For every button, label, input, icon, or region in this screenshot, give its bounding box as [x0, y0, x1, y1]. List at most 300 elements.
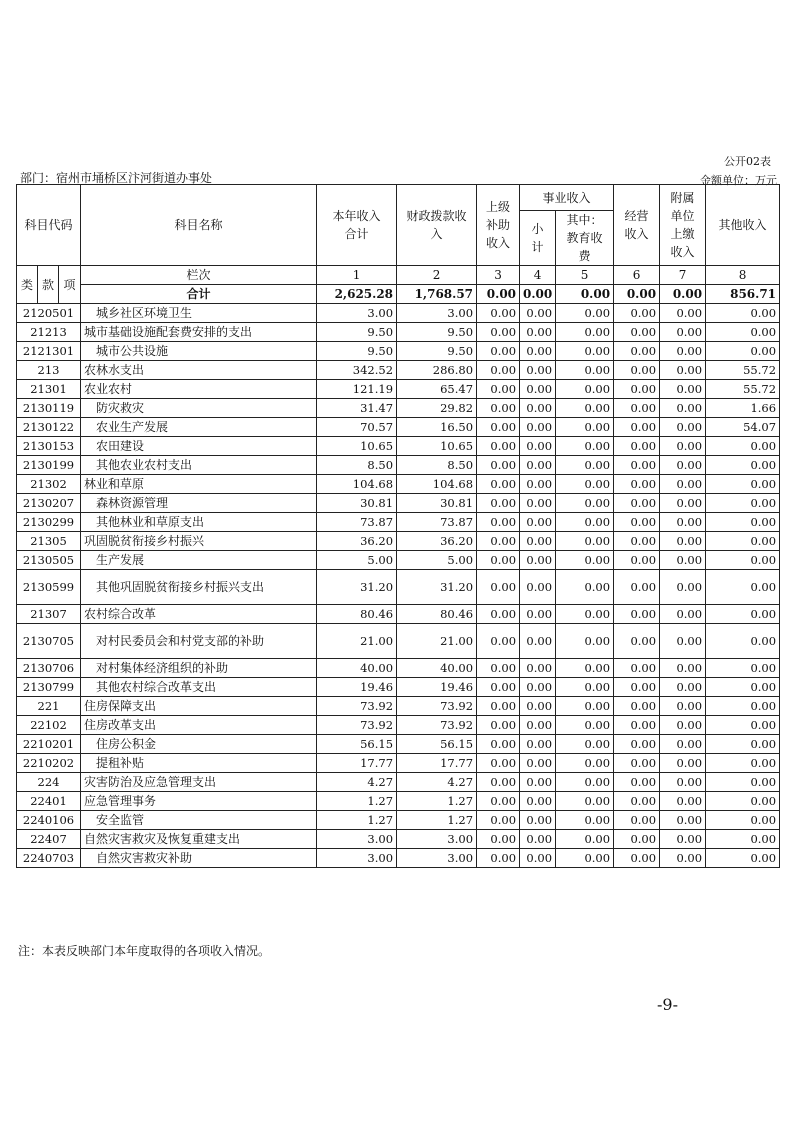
table-row [17, 532, 780, 551]
amount-cell: 17.77 [397, 754, 477, 773]
amount-cell: 0.00 [660, 418, 706, 437]
subject-code-cell: 22407 [17, 830, 81, 849]
amount-cell: 0.00 [520, 624, 556, 659]
amount-cell: 40.00 [317, 659, 397, 678]
amount-cell: 0.00 [556, 697, 614, 716]
amount-cell: 0.00 [660, 735, 706, 754]
subject-name-text: 安全监管 [96, 813, 145, 827]
amount-cell: 0.00 [556, 437, 614, 456]
subject-name-cell [81, 456, 317, 475]
subject-name-cell [81, 773, 317, 792]
subject-name-cell [81, 735, 317, 754]
subject-code-cell: 221 [17, 697, 81, 716]
amount-cell: 0.00 [477, 323, 520, 342]
amount-cell: 9.50 [397, 342, 477, 361]
amount-cell: 0.00 [556, 716, 614, 735]
subject-name-cell [81, 323, 317, 342]
table-row [17, 792, 780, 811]
subject-name-text: 农业农村 [84, 382, 133, 396]
header-business-income: 事业收入 [520, 185, 614, 211]
subject-code-cell: 21302 [17, 475, 81, 494]
amount-cell: 0.00 [520, 773, 556, 792]
subject-code-cell: 22401 [17, 792, 81, 811]
amount-cell: 0.00 [520, 494, 556, 513]
subject-name-cell [81, 551, 317, 570]
amount-cell: 0.00 [706, 792, 780, 811]
amount-cell: 0.00 [660, 830, 706, 849]
table-row [17, 678, 780, 697]
amount-cell: 3.00 [397, 830, 477, 849]
amount-cell: 0.00 [520, 830, 556, 849]
amount-cell: 0.00 [556, 304, 614, 323]
amount-cell: 0.00 [520, 513, 556, 532]
subject-name-text: 自然灾害救灾及恢复重建支出 [84, 832, 241, 846]
total-cell: 0.00 [520, 285, 556, 304]
subject-name-text: 城乡社区环境卫生 [96, 306, 193, 320]
amount-cell: 0.00 [614, 773, 660, 792]
amount-cell: 0.00 [660, 624, 706, 659]
amount-cell: 10.65 [397, 437, 477, 456]
amount-cell: 0.00 [706, 735, 780, 754]
subject-name-text: 其他农村综合改革支出 [96, 680, 217, 694]
amount-cell: 0.00 [520, 532, 556, 551]
amount-cell: 0.00 [614, 830, 660, 849]
amount-cell: 3.00 [317, 849, 397, 868]
amount-cell: 0.00 [660, 754, 706, 773]
subject-code-cell: 2120501 [17, 304, 81, 323]
amount-cell: 0.00 [614, 659, 660, 678]
amount-cell: 0.00 [706, 678, 780, 697]
amount-cell: 8.50 [397, 456, 477, 475]
amount-cell: 0.00 [660, 605, 706, 624]
table-row [17, 605, 780, 624]
subject-name-text: 林业和草原 [84, 477, 145, 491]
amount-cell: 8.50 [317, 456, 397, 475]
subject-name-cell [81, 361, 317, 380]
amount-cell: 0.00 [706, 773, 780, 792]
subject-name-text: 其他农业农村支出 [96, 458, 193, 472]
amount-cell: 0.00 [520, 551, 556, 570]
amount-cell: 0.00 [706, 342, 780, 361]
amount-cell: 0.00 [477, 830, 520, 849]
subject-name-cell [81, 716, 317, 735]
amount-cell: 70.57 [317, 418, 397, 437]
amount-cell: 5.00 [317, 551, 397, 570]
subject-name-cell [81, 475, 317, 494]
amount-cell: 0.00 [614, 418, 660, 437]
total-cell: 0.00 [660, 285, 706, 304]
amount-cell: 0.00 [520, 342, 556, 361]
amount-cell: 0.00 [660, 437, 706, 456]
amount-cell: 0.00 [520, 849, 556, 868]
amount-cell: 0.00 [477, 475, 520, 494]
amount-cell: 0.00 [706, 849, 780, 868]
page-number: -9- [657, 995, 678, 1014]
table-row [17, 513, 780, 532]
form-code: 公开02表 [724, 155, 771, 168]
amount-cell: 0.00 [614, 624, 660, 659]
amount-cell: 0.00 [614, 456, 660, 475]
total-label: 合计 [81, 285, 317, 304]
amount-cell: 0.00 [614, 494, 660, 513]
amount-cell: 0.00 [477, 399, 520, 418]
amount-cell: 55.72 [706, 361, 780, 380]
total-cell: 0.00 [614, 285, 660, 304]
amount-cell: 0.00 [660, 323, 706, 342]
subject-name-text: 巩固脱贫衔接乡村振兴 [84, 534, 205, 548]
subject-code-cell: 2210202 [17, 754, 81, 773]
amount-cell: 0.00 [660, 456, 706, 475]
amount-cell: 0.00 [556, 551, 614, 570]
amount-cell: 0.00 [614, 475, 660, 494]
amount-cell: 4.27 [317, 773, 397, 792]
table-row [17, 418, 780, 437]
amount-cell: 0.00 [477, 754, 520, 773]
table-row [17, 849, 780, 868]
amount-cell: 0.00 [520, 323, 556, 342]
subject-code-cell: 21307 [17, 605, 81, 624]
subject-name-cell [81, 513, 317, 532]
amount-cell: 0.00 [477, 678, 520, 697]
amount-cell: 0.00 [520, 811, 556, 830]
amount-cell: 0.00 [556, 605, 614, 624]
amount-cell: 1.27 [397, 792, 477, 811]
amount-cell: 0.00 [660, 811, 706, 830]
amount-cell: 0.00 [706, 624, 780, 659]
amount-cell: 0.00 [477, 551, 520, 570]
amount-cell: 0.00 [660, 773, 706, 792]
subject-code-cell: 21213 [17, 323, 81, 342]
subject-name-cell [81, 792, 317, 811]
amount-cell: 9.50 [397, 323, 477, 342]
subject-name-cell [81, 437, 317, 456]
subject-name-text: 应急管理事务 [84, 794, 157, 808]
department-label: 部门：宿州市埇桥区汴河街道办事处 [20, 171, 213, 185]
amount-cell: 0.00 [614, 323, 660, 342]
amount-cell: 3.00 [317, 830, 397, 849]
amount-cell: 0.00 [477, 304, 520, 323]
amount-cell: 16.50 [397, 418, 477, 437]
subject-code-cell: 213 [17, 361, 81, 380]
amount-cell: 0.00 [477, 605, 520, 624]
amount-cell: 5.00 [397, 551, 477, 570]
amount-cell: 0.00 [660, 849, 706, 868]
amount-cell: 0.00 [614, 849, 660, 868]
amount-cell: 0.00 [556, 494, 614, 513]
amount-cell: 0.00 [614, 513, 660, 532]
amount-cell: 0.00 [520, 475, 556, 494]
amount-cell: 0.00 [706, 830, 780, 849]
table-row [17, 735, 780, 754]
amount-cell: 0.00 [520, 605, 556, 624]
subject-name-text: 住房公积金 [96, 737, 157, 751]
col-number: 2 [397, 266, 477, 285]
subject-name-text: 农业生产发展 [96, 420, 169, 434]
subject-code-cell: 2210201 [17, 735, 81, 754]
amount-cell: 286.80 [397, 361, 477, 380]
col-number: 4 [520, 266, 556, 285]
col-number: 5 [556, 266, 614, 285]
amount-cell: 0.00 [520, 437, 556, 456]
amount-cell: 3.00 [317, 304, 397, 323]
amount-cell: 0.00 [520, 735, 556, 754]
amount-cell: 0.00 [614, 678, 660, 697]
amount-cell: 0.00 [556, 624, 614, 659]
amount-cell: 0.00 [477, 773, 520, 792]
amount-cell: 0.00 [477, 494, 520, 513]
header-lei: 类 [17, 266, 38, 304]
header-subject-name: 科目名称 [81, 185, 317, 266]
table-row [17, 456, 780, 475]
amount-cell: 21.00 [317, 624, 397, 659]
amount-cell: 0.00 [556, 570, 614, 605]
subject-name-cell [81, 624, 317, 659]
amount-cell: 0.00 [660, 659, 706, 678]
header-education-fee: 其中：教育收费 [556, 211, 614, 266]
amount-cell: 0.00 [660, 513, 706, 532]
income-table [16, 184, 780, 868]
amount-cell: 1.27 [397, 811, 477, 830]
table-row [17, 437, 780, 456]
amount-cell: 21.00 [397, 624, 477, 659]
subject-code-cell: 2130706 [17, 659, 81, 678]
amount-cell: 80.46 [397, 605, 477, 624]
unit-label: 金额单位：万元 [700, 174, 777, 187]
amount-cell: 30.81 [397, 494, 477, 513]
subject-name-text: 农村综合改革 [84, 607, 157, 621]
amount-cell: 0.00 [477, 735, 520, 754]
amount-cell: 0.00 [556, 342, 614, 361]
amount-cell: 0.00 [556, 532, 614, 551]
amount-cell: 0.00 [477, 437, 520, 456]
amount-cell: 0.00 [706, 456, 780, 475]
subject-code-cell: 2130122 [17, 418, 81, 437]
amount-cell: 0.00 [706, 811, 780, 830]
amount-cell: 0.00 [556, 323, 614, 342]
table-row [17, 323, 780, 342]
amount-cell: 0.00 [556, 399, 614, 418]
amount-cell: 0.00 [614, 716, 660, 735]
header-xiang: 项 [59, 266, 81, 304]
amount-cell: 0.00 [706, 754, 780, 773]
amount-cell: 17.77 [317, 754, 397, 773]
amount-cell: 0.00 [660, 380, 706, 399]
amount-cell: 0.00 [556, 659, 614, 678]
table-row [17, 399, 780, 418]
table-row [17, 773, 780, 792]
amount-cell: 0.00 [477, 418, 520, 437]
amount-cell: 0.00 [556, 811, 614, 830]
subject-code-cell: 22102 [17, 716, 81, 735]
subject-name-cell [81, 494, 317, 513]
amount-cell: 73.92 [317, 697, 397, 716]
subject-name-cell [81, 570, 317, 605]
amount-cell: 0.00 [556, 513, 614, 532]
amount-cell: 0.00 [520, 418, 556, 437]
amount-cell: 0.00 [556, 735, 614, 754]
amount-cell: 0.00 [556, 678, 614, 697]
amount-cell: 0.00 [614, 361, 660, 380]
amount-cell: 54.07 [706, 418, 780, 437]
amount-cell: 0.00 [520, 792, 556, 811]
amount-cell: 56.15 [397, 735, 477, 754]
amount-cell: 31.20 [397, 570, 477, 605]
amount-cell: 31.47 [317, 399, 397, 418]
subject-name-cell [81, 605, 317, 624]
total-cell: 0.00 [556, 285, 614, 304]
amount-cell: 0.00 [660, 399, 706, 418]
subject-name-cell [81, 849, 317, 868]
amount-cell: 0.00 [660, 494, 706, 513]
amount-cell: 0.00 [477, 849, 520, 868]
amount-cell: 0.00 [660, 361, 706, 380]
table-row [17, 754, 780, 773]
amount-cell: 0.00 [660, 475, 706, 494]
subject-code-cell: 2130153 [17, 437, 81, 456]
amount-cell: 0.00 [660, 304, 706, 323]
amount-cell: 0.00 [706, 475, 780, 494]
amount-cell: 56.15 [317, 735, 397, 754]
subject-name-cell [81, 342, 317, 361]
amount-cell: 0.00 [660, 342, 706, 361]
amount-cell: 0.00 [520, 456, 556, 475]
amount-cell: 0.00 [614, 811, 660, 830]
amount-cell: 0.00 [556, 792, 614, 811]
amount-cell: 0.00 [706, 437, 780, 456]
subject-name-text: 农林水支出 [84, 363, 145, 377]
amount-cell: 0.00 [706, 304, 780, 323]
subject-name-text: 自然灾害救灾补助 [96, 851, 193, 865]
amount-cell: 0.00 [520, 697, 556, 716]
amount-cell: 19.46 [317, 678, 397, 697]
amount-cell: 9.50 [317, 323, 397, 342]
amount-cell: 0.00 [660, 678, 706, 697]
amount-cell: 1.27 [317, 792, 397, 811]
amount-cell: 0.00 [477, 716, 520, 735]
amount-cell: 29.82 [397, 399, 477, 418]
amount-cell: 0.00 [706, 513, 780, 532]
table-row [17, 551, 780, 570]
amount-cell: 0.00 [556, 456, 614, 475]
subject-name-text: 城市基础设施配套费安排的支出 [84, 325, 253, 339]
amount-cell: 0.00 [556, 475, 614, 494]
amount-cell: 0.00 [520, 754, 556, 773]
amount-cell: 0.00 [614, 399, 660, 418]
subject-name-text: 对村集体经济组织的补助 [96, 661, 229, 675]
amount-cell: 0.00 [706, 323, 780, 342]
amount-cell: 73.92 [397, 716, 477, 735]
amount-cell: 0.00 [660, 570, 706, 605]
amount-cell: 19.46 [397, 678, 477, 697]
amount-cell: 55.72 [706, 380, 780, 399]
amount-cell: 0.00 [556, 754, 614, 773]
amount-cell: 65.47 [397, 380, 477, 399]
subject-name-text: 住房保障支出 [84, 699, 157, 713]
table-row [17, 475, 780, 494]
subject-name-cell [81, 399, 317, 418]
amount-cell: 0.00 [477, 792, 520, 811]
amount-cell: 0.00 [520, 399, 556, 418]
subject-code-cell: 2121301 [17, 342, 81, 361]
amount-cell: 73.87 [317, 513, 397, 532]
amount-cell: 36.20 [397, 532, 477, 551]
total-cell: 0.00 [477, 285, 520, 304]
amount-cell: 342.52 [317, 361, 397, 380]
amount-cell: 104.68 [397, 475, 477, 494]
amount-cell: 0.00 [660, 697, 706, 716]
subject-name-text: 防灾救灾 [96, 401, 145, 415]
amount-cell: 0.00 [520, 570, 556, 605]
header-subtotal: 小计 [520, 211, 556, 266]
amount-cell: 0.00 [556, 830, 614, 849]
col-number: 6 [614, 266, 660, 285]
amount-cell: 0.00 [556, 418, 614, 437]
subject-name-cell [81, 380, 317, 399]
table-row [17, 697, 780, 716]
header-operating: 经营收入 [614, 185, 660, 266]
subject-name-text: 住房改革支出 [84, 718, 157, 732]
amount-cell: 0.00 [614, 735, 660, 754]
subject-code-cell: 2130505 [17, 551, 81, 570]
header-lanci: 栏次 [81, 266, 317, 285]
amount-cell: 104.68 [317, 475, 397, 494]
amount-cell: 36.20 [317, 532, 397, 551]
subject-name-cell [81, 659, 317, 678]
amount-cell: 73.92 [397, 697, 477, 716]
header-subject-code: 科目代码 [17, 185, 81, 266]
amount-cell: 0.00 [477, 570, 520, 605]
table-row [17, 570, 780, 605]
amount-cell: 0.00 [556, 361, 614, 380]
table-row [17, 304, 780, 323]
amount-cell: 0.00 [556, 773, 614, 792]
table-row [17, 380, 780, 399]
amount-cell: 0.00 [614, 754, 660, 773]
amount-cell: 0.00 [477, 342, 520, 361]
amount-cell: 0.00 [706, 551, 780, 570]
amount-cell: 3.00 [397, 849, 477, 868]
amount-cell: 9.50 [317, 342, 397, 361]
subject-name-text: 提租补贴 [96, 756, 145, 770]
amount-cell: 0.00 [520, 304, 556, 323]
subject-code-cell: 21305 [17, 532, 81, 551]
amount-cell: 80.46 [317, 605, 397, 624]
subject-name-cell [81, 811, 317, 830]
amount-cell: 0.00 [660, 792, 706, 811]
total-row [17, 285, 780, 304]
header-affiliated: 附属单位上缴收入 [660, 185, 706, 266]
subject-code-cell: 2240703 [17, 849, 81, 868]
subject-name-text: 其他巩固脱贫衔接乡村振兴支出 [96, 580, 265, 594]
amount-cell: 0.00 [614, 697, 660, 716]
amount-cell: 0.00 [706, 716, 780, 735]
amount-cell: 10.65 [317, 437, 397, 456]
total-cell: 856.71 [706, 285, 780, 304]
amount-cell: 0.00 [706, 659, 780, 678]
amount-cell: 0.00 [706, 570, 780, 605]
amount-cell: 0.00 [614, 304, 660, 323]
table-row [17, 716, 780, 735]
amount-cell: 73.87 [397, 513, 477, 532]
amount-cell: 0.00 [614, 551, 660, 570]
subject-name-text: 灾害防治及应急管理支出 [84, 775, 217, 789]
subject-code-cell: 2130207 [17, 494, 81, 513]
amount-cell: 0.00 [520, 716, 556, 735]
table-row [17, 361, 780, 380]
amount-cell: 40.00 [397, 659, 477, 678]
subject-name-text: 城市公共设施 [96, 344, 169, 358]
amount-cell: 0.00 [477, 811, 520, 830]
